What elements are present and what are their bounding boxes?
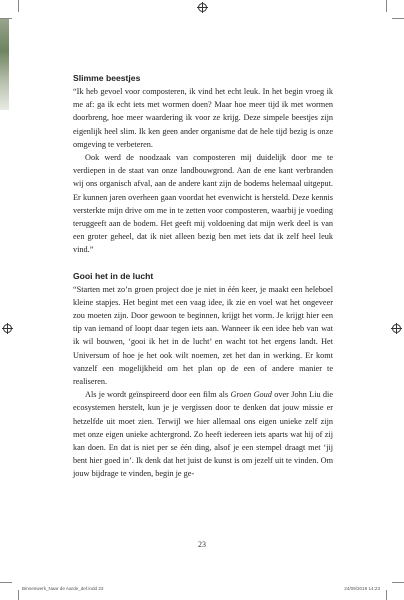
section-heading: Gooi het in de lucht <box>73 270 154 281</box>
crop-mark <box>392 18 404 19</box>
crop-mark <box>386 0 387 12</box>
print-slug-file: Binnenwerk_Naar de Aarde_def.indd 23 <box>22 586 104 591</box>
body-text: over John Liu die ecosystemen herstelt, kun je je vergissen door te denken dat jouw missie er hetzelfde uit moet zien. Terwijl we hier allemaal ons eigen unieke zelf zijn met onze eigen unieke achtergrond. Zo heeft iedereen iets aparts wat hij of zij kan doen. En dat is niet per se één ding, alsof je een stempel draagt met ‘jij bent hier goed in’. Ik denk dat het juist de kunst is om jezelf uit te vinden. Om jouw bijdrage te vinden, begin je ge- <box>73 390 334 479</box>
registration-mark-icon <box>198 3 207 12</box>
registration-mark-icon <box>392 324 401 333</box>
text-column <box>73 72 333 481</box>
film-title: Groen Goud <box>230 390 272 400</box>
body-paragraph: “Ik heb gevoel voor composteren, ik vind het echt leuk. In het begin vroeg ik me af: ga ik echt iets met wormen doen? Maar hoe meer tijd ik met wormen doorbreng, hoe meer waardering ik voor ze krijg. Deze simpele beestjes zijn eigenlijk heel slim. Ik ken geen ander organisme dat de hele tijd bezig is onze omgeving te verbeteren. <box>73 87 333 149</box>
body-text: Als je wordt geïnspireerd door een film als <box>85 390 231 400</box>
crop-mark <box>18 590 19 600</box>
crop-mark <box>392 582 404 583</box>
page-number: 23 <box>198 540 206 549</box>
crop-mark <box>386 590 387 600</box>
print-slug-date: 24/09/2019 14:23 <box>344 586 380 591</box>
photo-bleed-strip <box>0 18 9 110</box>
registration-mark-icon <box>3 324 12 333</box>
section-heading: Slimme beestjes <box>73 73 141 83</box>
crop-mark <box>0 18 12 19</box>
body-paragraph: Ook werd de noodzaak van composteren mij duidelijk door me te verdiepen in de staat van onze landbouwgrond. Aan de ene kant verbranden wij ons organisch afval, aan de andere kant zijn de bodems helemaal uitgeput. Er kunnen jaren overheen gaan voordat het evenwicht is hersteld. Deze kennis versterkte mijn drive om me in te zetten voor composteren, waarbij je voeding teruggeeft aan de bodem. Het geeft mij voldoening dat mijn werk deel is van een groter geheel, dat ik niet alleen bezig ben met iets dat ik zelf heel leuk vind.” <box>73 153 333 255</box>
crop-mark <box>18 0 19 12</box>
body-paragraph <box>73 388 333 480</box>
crop-mark <box>0 582 12 583</box>
body-paragraph: “Starten met zo’n groen project doe je niet in één keer, je maakt een heleboel kleine stapjes. Het begint met een vaag idee, ik zie en voel wat het ongeveer zou moeten zijn. Door gewoon te beginnen, krijgt het vorm. Je krijgt hier een tip van iemand of loopt daar tegen iets aan. Wanneer ik een idee heb van wat ik wil bouwen, ‘gooi ik het in de lucht’ en wacht tot het ergens landt. Het Universum of hoe je het ook wilt noemen, zet het dan in werking. Er komt vanzelf een mogelijkheid om het plan op de een of andere manier te realiseren. <box>73 284 333 387</box>
